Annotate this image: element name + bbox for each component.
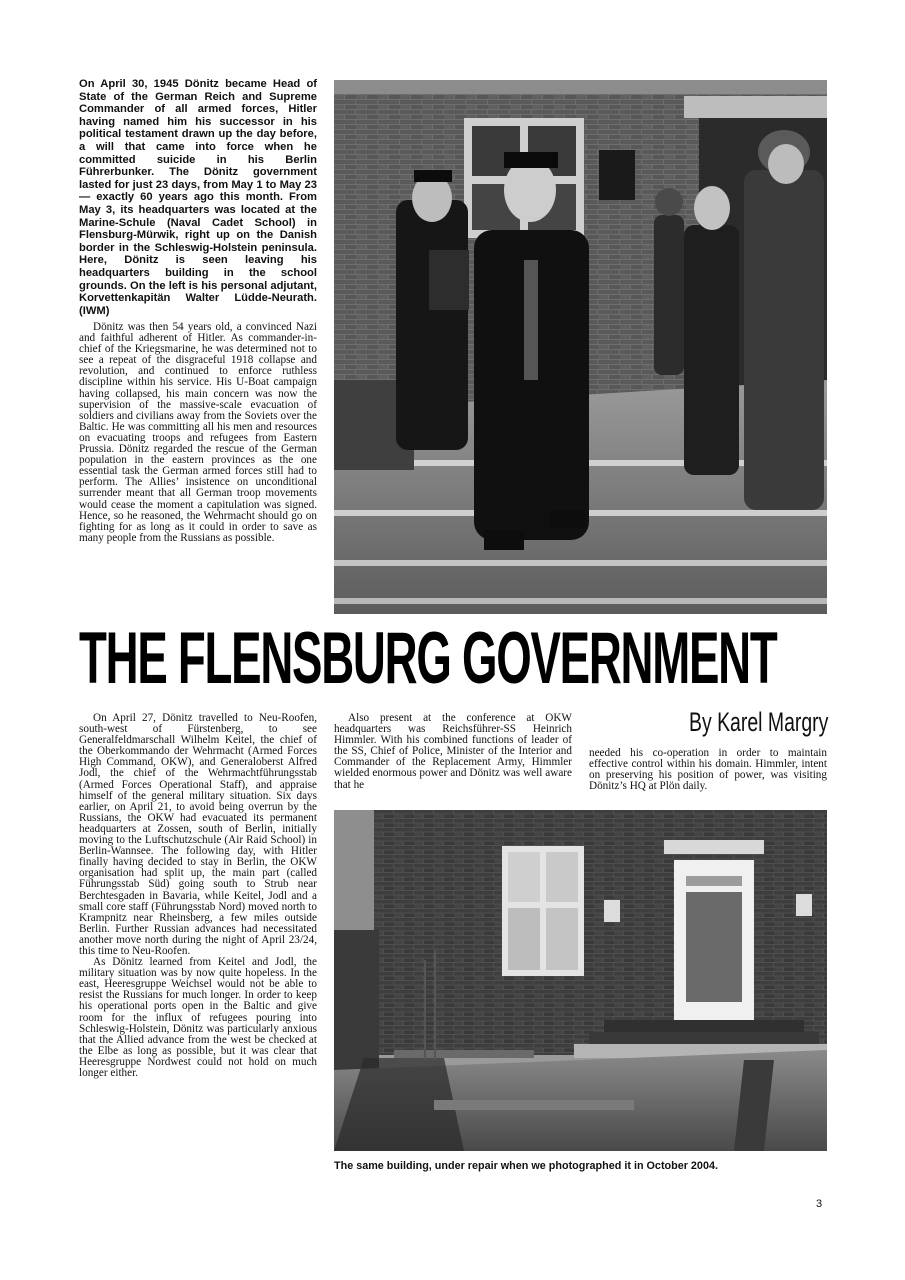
byline: By Karel Margry [689,707,829,737]
bottom-photo-caption: The same building, under repair when we photographed it in October 2004. [334,1160,718,1172]
article-column-1 [79,713,317,1079]
top-photo-caption: On April 30, 1945 Dönitz became Head of State of the German Reich and Supreme Commander of all armed forces, Hitler having named him his successor in his political testament drawn up the day before, a will that came into force when he committed suicide in his Berlin Führerbunker. The Dönitz government lasted for just 23 days, from May 1 to May 23 — exactly 60 years ago this month. From May 3, its headquarters was located at the Marine-Schule (Naval Cadet School) in Flensburg-Mürwik, right up on the Danish border in the Schleswig-Holstein peninsula. Here, Dönitz is seen leaving his headquarters building in the school grounds. On the left is his personal adjutant, Korvettenkapitän Walter Lüdde-Neurath. (IWM) [79,78,317,317]
modern-photo-drawing [334,810,827,1151]
paragraph: needed his co-operation in order to maintain effective control within his domain. Himmler, intent on preserving his position of power, was visiting Dönitz’s HQ at Plön daily. [589,747,827,793]
intro-paragraph: Dönitz was then 54 years old, a convinced Nazi and faithful adherent of Hitler. As commander-in-chief of the Kriegsmarine, he was determined not to see a repeat of the disgraceful 1918 collapse and revolution, and continued to enforce ruthless discipline within his service. His U-Boat campaign having collapsed, his main concern was now the supervision of the massive-scale evacuation of soldiers and civilians away from the Soviets over the Baltic. He was committing all his men and resources on evacuating troops and refugees from Eastern Prussia. Dönitz regarded the rescue of the German population in the eastern provinces as the one essential task the German armed forces still had to perform. The Allies’ insistence on unconditional surrender meant that all German troop movements would cease the moment a capitulation was signed. Hence, so he reasoned, the Wehrmacht should go on fighting for as long as it could in order to save as many people from the Russians as possible. [79,321,317,544]
historical-photo-donitz-leaving-hq [334,80,827,614]
article-column-3 [589,748,827,792]
modern-photo-building-under-repair [334,810,827,1151]
paragraph: On April 27, Dönitz travelled to Neu-Roofen, south-west of Fürstenberg, to see Generalfeldmarschall Wilhelm Keitel, the chief of the Oberkommando der Wehrmacht (Armed Forces High Command, OKW), and Generaloberst Alfred Jodl, the chief of the Wehrmachtführungsstab (Armed Forces Operational Staff), and appraise himself of the general military situation. Six days earlier, on April 21, to avoid being overrun by the Russians, the OKW had evacuated its permanent headquarters at Zossen, south of Berlin, initially moving to the Luftschutzschule (Air Raid School) in Berlin-Wannsee. The following day, with Hitler finally having decided to stay in Berlin, the OKW organisation had split up, the main part (called Führungsstab Süd) going south to Strub near Berchtesgaden in Bavaria, while Keitel, Jodl and a small core staff (Führungsstab Nord) moved north to Krampnitz near Rheinsberg, a few miles outside Berlin. Further Russian advances had necessitated another move north during the night of April 23/24, this time to Neu-Roofen. [79,712,317,957]
historical-photo-drawing [334,80,827,614]
page-number: 3 [816,1198,823,1210]
paragraph: As Dönitz learned from Keitel and Jodl, the military situation was by now quite hopeless. In the east, Heeresgruppe Weichsel would not be able to resist the Russians for much longer. In order to keep his operational ports open in the Baltic and give room for the influx of refugees pouring into Schleswig-Holstein, Dönitz was particularly anxious that the Allied advance from the west be checked at the Elbe as long as possible, but it was clear that Heeresgruppe Nordwest could not hold on much longer either. [79,956,317,1079]
article-column-2 [334,713,572,791]
paragraph: Also present at the conference at OKW headquarters was Reichsführer-SS Heinrich Himmler. With his combined functions of leader of the SS, Chief of Police, Minister of the Interior and Commander of the Replacement Army, Himmler wielded enormous power and Dönitz was well aware that he [334,712,572,791]
headline: THE FLENSBURG GOVERNMENT [79,618,777,699]
